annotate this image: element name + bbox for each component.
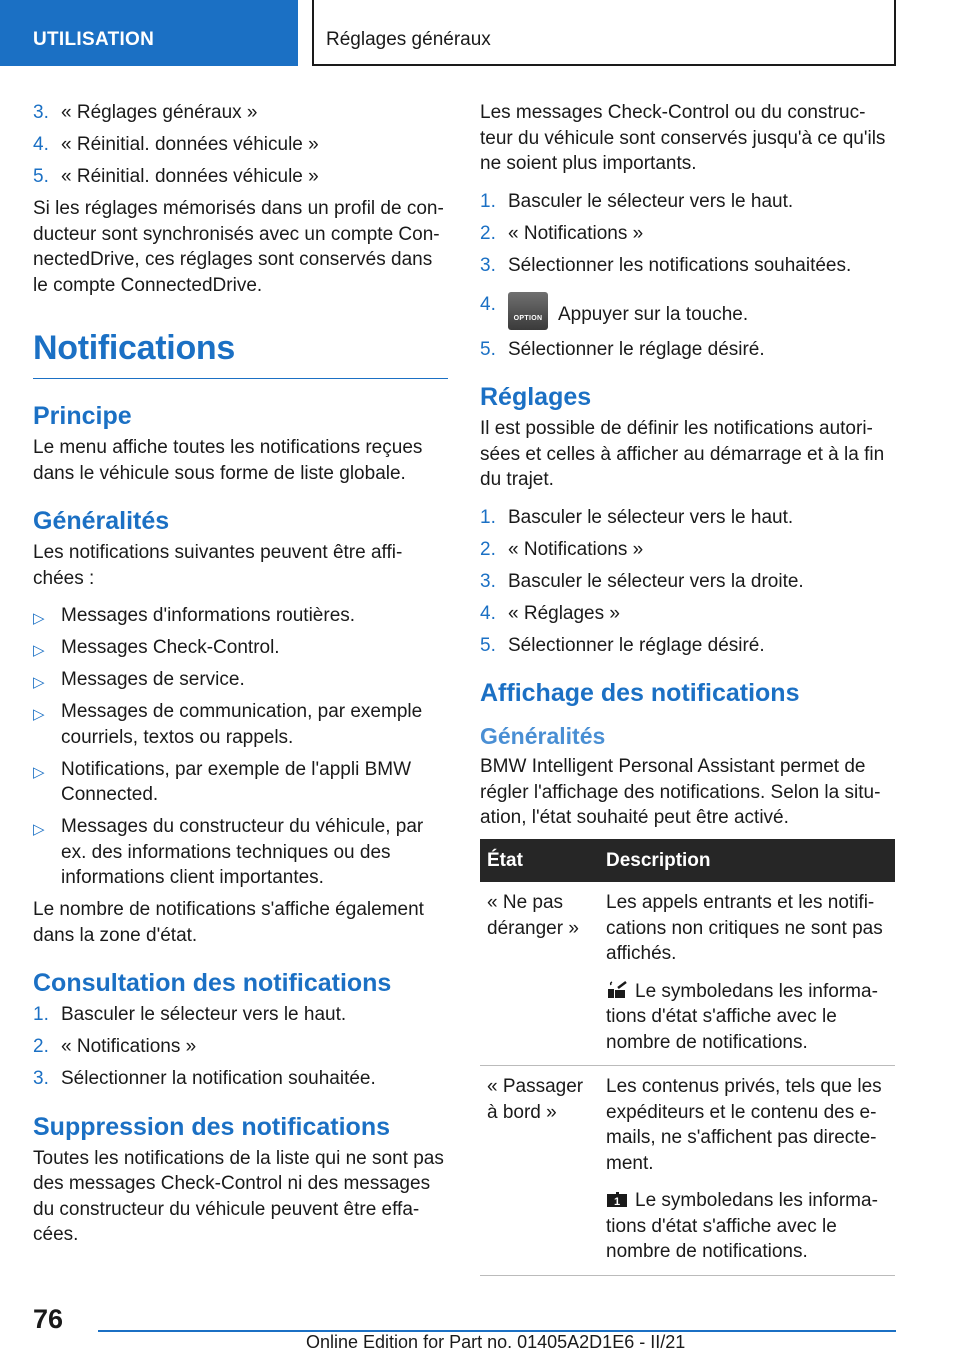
section-tab — [0, 0, 298, 66]
svg-text:1: 1 — [613, 1196, 621, 1208]
state-cell: « Passager à bord » — [480, 1066, 599, 1276]
reglages-paragraph: Il est possible de définir les notifications autori-sées et celles à afficher au démarrage et à la fin du trajet. — [480, 418, 885, 490]
consultation-steps — [33, 1002, 448, 1092]
list-item: 1. Basculer le sélecteur vers le haut. — [33, 1004, 347, 1025]
list-item: 2. « Notifications » — [480, 538, 644, 560]
suppression-heading: Suppression des notifications — [33, 1112, 390, 1141]
list-item: 4. OPTION Appuyer sur la touche. — [480, 292, 895, 330]
triangle-bullet-icon: ▷ — [33, 706, 45, 723]
list-item: 5. « Réinitial. données véhicule » — [33, 166, 319, 187]
notification-types-list — [33, 603, 448, 891]
reglages-heading: Réglages — [480, 383, 592, 411]
notification-states-table — [480, 839, 895, 1276]
principe-heading: Principe — [33, 402, 132, 430]
page-footer — [0, 1290, 960, 1362]
generalites-paragraph: Les notifications suivantes peuvent être affi-chées : — [33, 542, 403, 589]
affichage-subheading: Généralités — [480, 723, 606, 749]
steps-a — [480, 189, 895, 363]
list-item: ▷ Notifications, par exemple de l'appli BMW Connected. — [33, 758, 411, 805]
list-item: 1. Basculer le sélecteur vers le haut. — [480, 190, 794, 212]
description-cell: Les appels entrants et les notifi-cations non critiques ne sont pas affichés. Le symboledans les informa-tions d'état s'affiche avec le nombre de notifications. — [599, 882, 895, 1066]
list-item: 3. Sélectionner les notifications souhaitées. — [480, 254, 852, 276]
list-item: 1. Basculer le sélecteur vers le haut. — [480, 506, 794, 528]
list-item: 5. Sélectionner le réglage désiré. — [480, 338, 765, 360]
do-not-disturb-icon — [606, 981, 628, 999]
list-item: ▷ Messages de service. — [33, 667, 448, 693]
table-row — [480, 882, 895, 1066]
consultation-heading: Consultation des notifications — [33, 969, 392, 997]
list-item: 2. « Notifications » — [480, 222, 644, 244]
steps-b — [480, 505, 895, 659]
passenger-icon — [606, 1190, 628, 1208]
column-header-state: État — [480, 839, 599, 883]
list-item: 4. « Réinitial. données véhicule » — [33, 134, 319, 155]
triangle-bullet-icon: ▷ — [33, 763, 45, 781]
intro-paragraph: Les messages Check-Control ou du construc-teur du véhicule sont conservés jusqu'à ce qu'ils ne soient plus importants. — [480, 102, 886, 174]
triangle-bullet-icon: ▷ — [33, 821, 45, 838]
principe-paragraph: Le menu affiche toutes les notifications reçues dans le véhicule sous forme de liste globale. — [33, 437, 423, 484]
triangle-bullet-icon: ▷ — [33, 674, 45, 691]
description-cell: Les contenus privés, tels que les expéditeurs et le contenu des e-mails, ne s'affichent pas directe-ment. 1 Le symboledans les informa-tions d'état s'affiche avec le nombre de notifications. — [599, 1066, 895, 1276]
option-button-icon: OPTION — [508, 292, 548, 330]
list-item: ▷ Messages de communication, par exemple courriels, textos ou rappels. — [33, 701, 423, 748]
table-row — [480, 1066, 895, 1276]
state-cell: « Ne pas déranger » — [480, 882, 599, 1066]
generalites-heading: Généralités — [33, 507, 170, 535]
chapter-tab — [312, 0, 896, 66]
affichage-paragraph: BMW Intelligent Personal Assistant permet de régler l'affichage des notifications. Selon la situ-ation, l'état souhaité peut être activé. — [480, 756, 881, 828]
list-item: 3. « Réglages généraux » — [33, 102, 258, 123]
list-item: 4. « Réglages » — [480, 602, 620, 624]
table-header-row — [480, 839, 895, 883]
page-number: 76 — [33, 1304, 64, 1334]
list-item: 2. « Notifications » — [33, 1036, 197, 1057]
page-header — [0, 0, 960, 66]
triangle-bullet-icon: ▷ — [33, 610, 45, 627]
count-paragraph: Le nombre de notifications s'affiche également dans la zone d'état. — [33, 899, 424, 946]
list-item: ▷ Messages du constructeur du véhicule, par ex. des informations techniques ou des informations client importantes. — [33, 816, 424, 888]
left-column — [33, 100, 448, 1260]
sync-paragraph: Si les réglages mémorisés dans un profil de con-ducteur sont synchronisés avec un compte Con-nectedDrive, ces réglages sont conservés dans le compte ConnectedDrive. — [33, 198, 444, 296]
section-label: UTILISATION — [33, 29, 155, 50]
edition-text: Online Edition for Part no. 01405A2D1E6 - II/21 — [306, 1332, 686, 1352]
steps-top — [33, 100, 448, 190]
triangle-bullet-icon: ▷ — [33, 642, 45, 659]
right-column — [480, 100, 895, 1276]
column-header-description: Description — [599, 839, 895, 883]
notifications-heading: Notifications — [33, 328, 448, 379]
list-item: ▷ Messages Check-Control. — [33, 635, 448, 661]
list-item: ▷ Messages d'informations routières. — [33, 603, 448, 629]
chapter-label: Réglages généraux — [326, 29, 491, 50]
list-item: 5. Sélectionner le réglage désiré. — [480, 634, 765, 656]
affichage-heading: Affichage des notifications — [480, 679, 800, 707]
list-item: 3. Basculer le sélecteur vers la droite. — [480, 570, 804, 592]
list-item: 3. Sélectionner la notification souhaitée. — [33, 1068, 376, 1089]
suppression-paragraph: Toutes les notifications de la liste qui ne sont pas des messages Check-Control ni des messages du constructeur du véhicule peuvent être effa-cées. — [33, 1147, 444, 1245]
